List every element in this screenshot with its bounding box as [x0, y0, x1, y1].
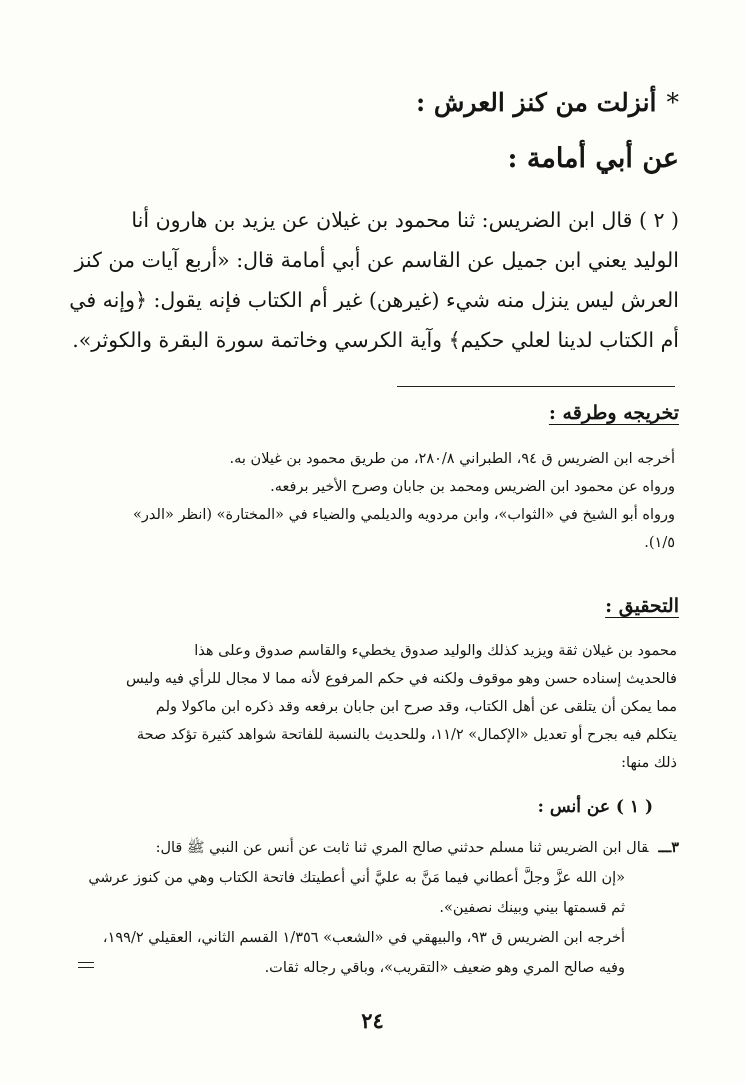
section-title: عن أبي أمامة : [507, 143, 679, 174]
hadith-number: ٣ـــ [658, 839, 679, 856]
hadith-line: ثم قسمتها بيني وبينك نصفين». [439, 900, 625, 916]
asterisk-mark: * [666, 88, 679, 117]
hadith-line: وفيه صالح المري وهو ضعيف «التقريب»، وباقي رجاله ثقات. [264, 960, 625, 976]
takhrij-line: أخرجه ابن الضريس ق ٩٤، الطبراني ٢٨٠/٨، من طريق محمود بن غيلان به. [229, 451, 675, 467]
main-text-line: العرش ليس ينزل منه شيء (غيرهن) غير أم الكتاب فإنه يقول: ﴿وإنه في [69, 288, 679, 312]
tahqiq-notes [60, 637, 677, 777]
takhrij-line: ورواه أبو الشيخ في «الثواب»، وابن مردويه والديلمي والضياء في «المختارة» (انظر «الدر» [133, 507, 675, 523]
tahqiq-line: محمود بن غيلان ثقة ويزيد كذلك والوليد صدوق يخطيء والقاسم صدوق وعلى هذا [194, 643, 677, 659]
hadith-first-line [60, 833, 679, 863]
continuation-mark [78, 962, 94, 968]
main-text [60, 200, 679, 360]
tahqiq-line: ذلك منها: [621, 755, 677, 771]
hadith-line: قال ابن الضريس ثنا مسلم حدثني صالح المري ثنا ثابت عن أنس عن النبي ﷺ قال: [155, 840, 649, 856]
chapter-title [60, 88, 679, 117]
page-number: ٢٤ [361, 1008, 384, 1033]
takhrij-heading: تخريجه وطرقه : [548, 402, 679, 424]
main-text-line: أم الكتاب لدينا لعلي حكيم﴾ وآية الكرسي وخاتمة سورة البقرة والكوثر». [72, 328, 679, 352]
hadith-line: أخرجه ابن الضريس ق ٩٣، والبيهقي في «الشعب» ١/٣٥٦ القسم الثاني، العقيلي ١٩٩/٢، [102, 930, 625, 946]
takhrij-notes [60, 445, 675, 557]
hadith-block [60, 833, 679, 983]
takhrij-line: ١/٥). [644, 535, 675, 551]
sub-heading: ( ١ ) عن أنس : [537, 797, 653, 817]
hadith-line: «إن الله عزَّ وجلَّ أعطاني فيما مَنَّ به عليَّ أني أعطيتك فاتحة الكتاب وهي من كنوز عرشي [88, 870, 625, 886]
tahqiq-line: يتكلم فيه بجرح أو تعديل «الإكمال» ١١/٢، وللحديث بالنسبة للفاتحة شواهد كثيرة تؤكد صحة [136, 727, 677, 743]
tahqiq-line: مما يمكن أن يتلقى عن أهل الكتاب، وقد صرح ابن جابان برفعه وقد ذكره ابن ماكولا ولم [155, 699, 677, 715]
main-text-line: ( ٢ ) قال ابن الضريس: ثنا محمود بن غيلان عن يزيد بن هارون أنا [131, 208, 679, 232]
footnote-separator [397, 386, 675, 387]
main-text-line: الوليد يعني ابن جميل عن القاسم عن أبي أمامة قال: «أربع آيات من كنز [74, 248, 679, 272]
tahqiq-heading: التحقيق : [605, 595, 679, 617]
takhrij-line: ورواه عن محمود ابن الضريس ومحمد بن جابان وصرح الأخير برفعه. [270, 479, 675, 495]
chapter-title-text: أنزلت من كنز العرش : [415, 88, 657, 117]
tahqiq-line: فالحديث إسناده حسن وهو موقوف ولكنه في حكم المرفوع لأنه مما لا مجال للرأي فيه وليس [125, 671, 677, 687]
